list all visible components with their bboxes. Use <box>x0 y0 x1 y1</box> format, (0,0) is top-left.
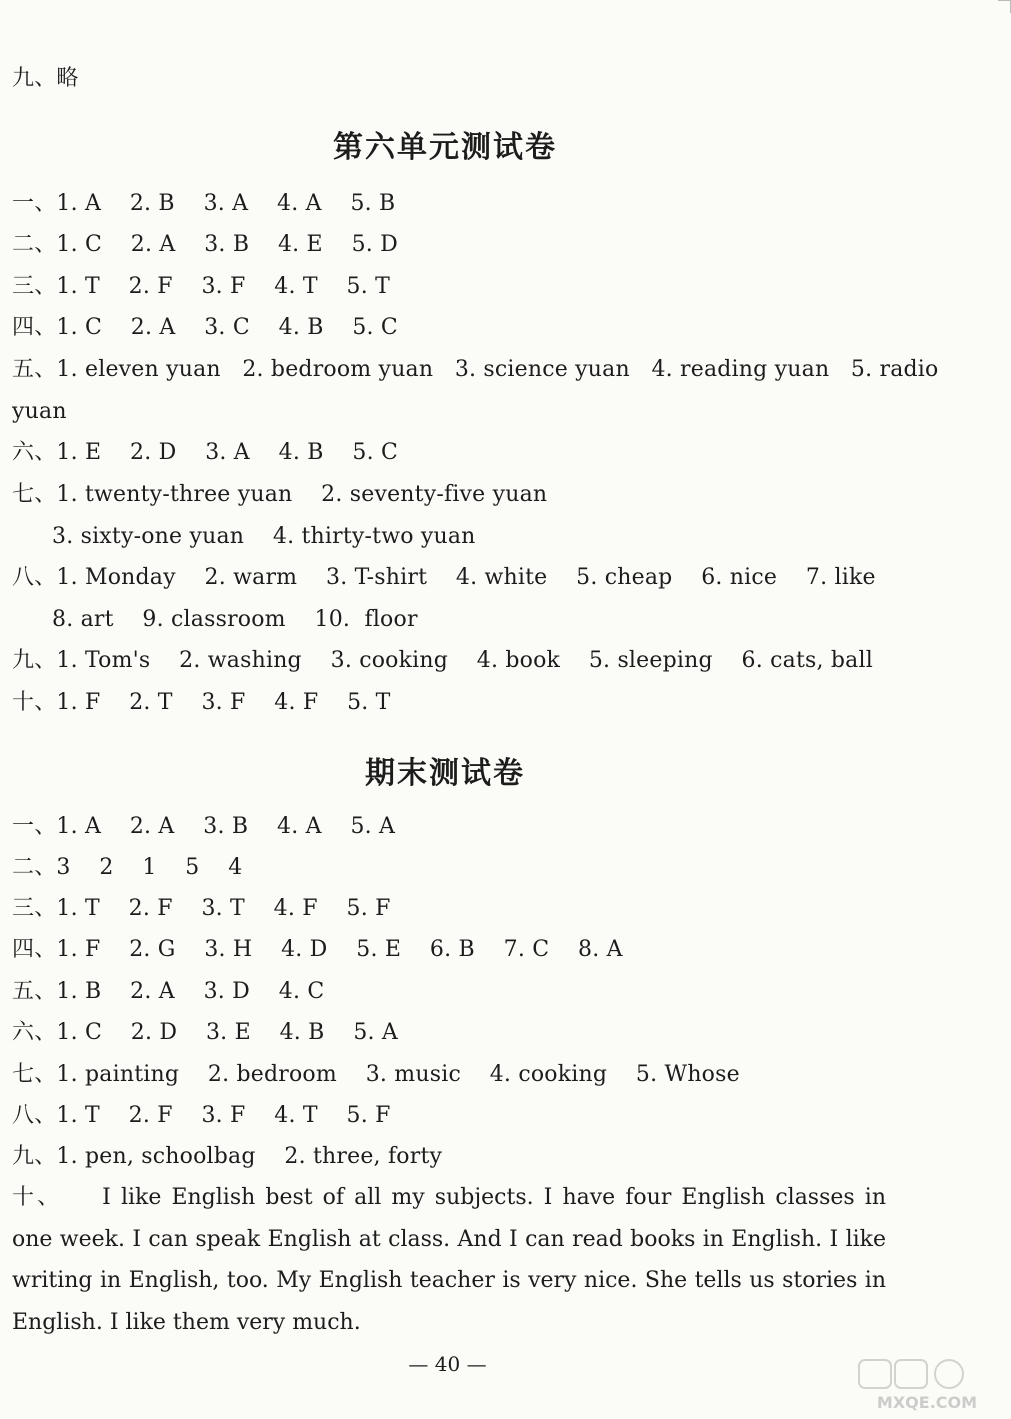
s2-line-6: 六、1. C 2. D 3. E 4. B 5. A <box>12 1020 398 1045</box>
s1-line-8-cont: 8. art 9. classroom 10. floor <box>52 607 418 632</box>
section2-title: 期末测试卷 <box>365 756 525 791</box>
s2-line-3: 三、1. T 2. F 3. T 4. F 5. F <box>12 896 391 921</box>
s1-line-7: 七、1. twenty-three yuan 2. seventy-five yuan <box>12 482 548 507</box>
s2-line-5: 五、1. B 2. A 3. D 4. C <box>12 979 325 1004</box>
s1-line-4: 四、1. C 2. A 3. C 4. B 5. C <box>12 315 398 340</box>
s1-line-2: 二、1. C 2. A 3. B 4. E 5. D <box>12 232 398 257</box>
page-corner-mark <box>998 0 1011 13</box>
watermark-box-2 <box>895 1360 927 1388</box>
s1-line-3: 三、1. T 2. F 3. F 4. T 5. T <box>12 274 390 299</box>
s2-line-1: 一、1. A 2. A 3. B 4. A 5. A <box>12 814 396 839</box>
s1-line-5: 五、1. eleven yuan 2. bedroom yuan 3. science yuan 4. reading yuan 5. radio <box>12 357 939 382</box>
s1-line-8: 八、1. Monday 2. warm 3. T-shirt 4. white 5. cheap 6. nice 7. like <box>12 565 876 590</box>
s1-line-6: 六、1. E 2. D 3. A 4. B 5. C <box>12 440 398 465</box>
watermark-logo <box>857 1356 997 1414</box>
top-note: 九、略 <box>12 66 79 91</box>
essay-paragraph <box>12 1177 886 1343</box>
s1-line-10: 十、1. F 2. T 3. F 4. F 5. T <box>12 690 391 715</box>
s2-line-8: 八、1. T 2. F 3. F 4. T 5. F <box>12 1103 391 1128</box>
watermark-text: MXQE.COM <box>876 1393 978 1412</box>
watermark-box-1 <box>859 1360 891 1388</box>
page-number: — 40 — <box>408 1352 487 1376</box>
s1-line-1: 一、1. A 2. B 3. A 4. A 5. B <box>12 191 396 216</box>
s2-line-4: 四、1. F 2. G 3. H 4. D 5. E 6. B 7. C 8. A <box>12 937 623 962</box>
watermark-circle <box>935 1360 963 1388</box>
essay-text: I like English best of all my subjects. I have four English classes in one week. I can speak English at class. And I can read books in English. I like writing in English, too. My English teacher is very nice. She tells us stories in English. I like them very much. <box>12 1185 886 1335</box>
s1-line-7-cont: 3. sixty-one yuan 4. thirty-two yuan <box>52 524 476 549</box>
s2-line-2: 二、3 2 1 5 4 <box>12 855 243 880</box>
section1-title: 第六单元测试卷 <box>333 130 557 165</box>
s2-line-9: 九、1. pen, schoolbag 2. three, forty <box>12 1144 443 1169</box>
essay-label: 十、 <box>12 1185 63 1210</box>
s1-line-5-wrap: yuan <box>12 399 67 424</box>
s1-line-9: 九、1. Tom's 2. washing 3. cooking 4. book 5. sleeping 6. cats, ball <box>12 648 873 673</box>
s2-line-7: 七、1. painting 2. bedroom 3. music 4. cooking 5. Whose <box>12 1062 740 1087</box>
